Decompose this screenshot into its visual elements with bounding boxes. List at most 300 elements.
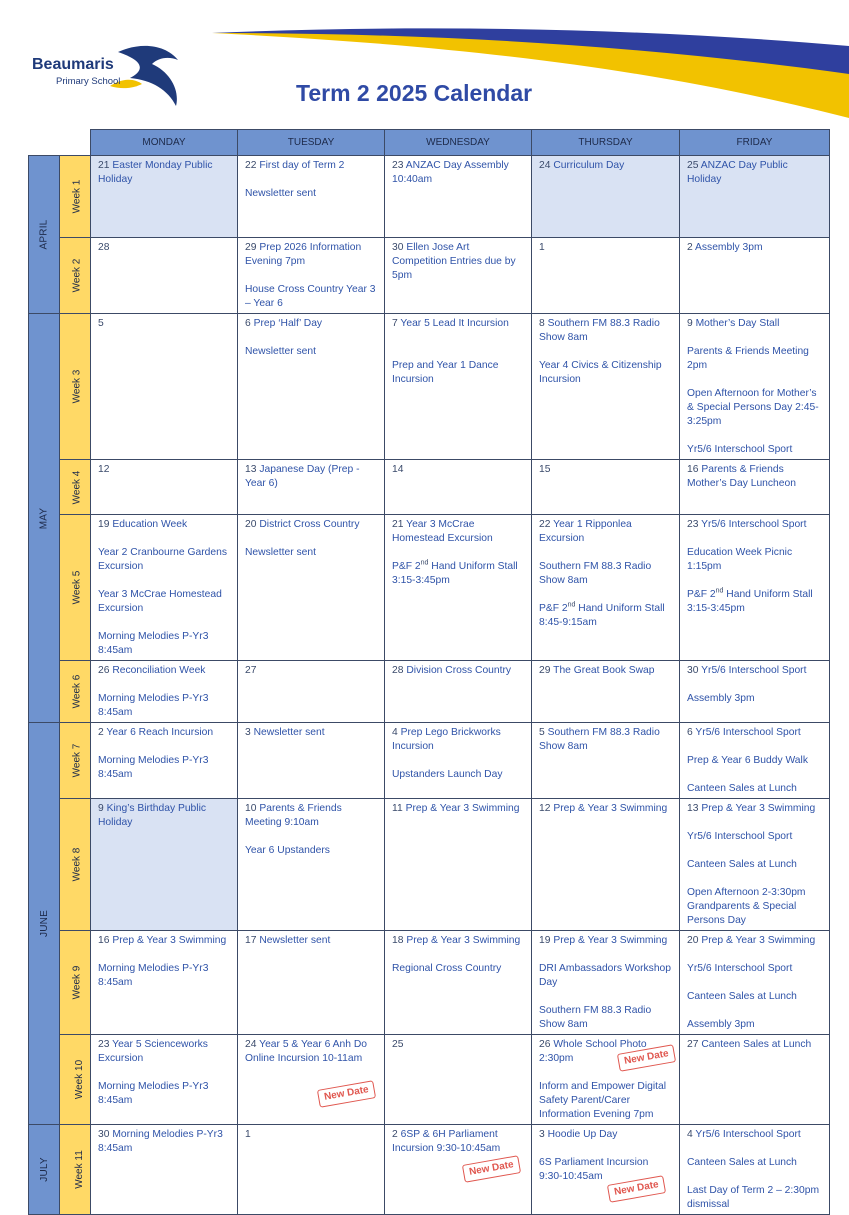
event-text: Assembly 3pm [687,1019,755,1030]
event-entry [687,443,823,457]
event-text: Newsletter sent [259,935,331,946]
date-number: 13 [687,803,699,814]
week-row [29,156,830,238]
day-cell [91,723,238,799]
week-text: Week 3 [71,369,83,404]
event-entry [98,692,231,720]
day-cell [680,238,830,314]
day-cell [91,799,238,931]
day-header: THURSDAY [532,130,680,156]
date-number: 16 [687,464,699,475]
event-text: Curriculum Day [553,160,625,171]
week-text: Week 5 [71,570,83,605]
event-entry [687,782,823,796]
week-text: Week 8 [71,847,83,882]
day-cell [532,931,680,1035]
event-entry [687,1018,823,1032]
event-entry [392,934,525,948]
entry-spacer [539,1142,673,1156]
day-cell [91,1125,238,1215]
new-date-stamp: New Date [462,1155,521,1183]
event-text: Newsletter sent [245,188,316,199]
date-number: 19 [98,519,110,530]
event-text: Hoodie Up Day [547,1129,618,1140]
event-text: Prep & Year 3 Swimming [701,935,816,946]
event-entry [539,802,673,816]
date-number: 25 [392,1039,404,1050]
day-cell [91,314,238,460]
event-text: Yr5/6 Interschool Sport [687,963,793,974]
event-entry [98,546,231,574]
week-label [60,799,91,931]
day-cell [532,156,680,238]
entry-spacer [539,546,673,560]
event-text: Year 3 McCrae Homestead Excursion [98,589,222,614]
event-text: Yr5/6 Interschool Sport [701,519,807,530]
date-number: 18 [392,935,404,946]
event-entry [539,664,673,678]
event-text: P&F 2 [539,603,568,614]
event-entry [98,630,231,658]
date-number: 22 [539,519,551,530]
entry-spacer [392,948,525,962]
entry-spacer [98,574,231,588]
entry-spacer [245,331,378,345]
event-text: Parents & Friends Mother’s Day Luncheon [687,464,796,489]
event-entry [245,463,378,491]
event-entry [539,726,673,754]
event-text: Division Cross Country [406,665,512,676]
event-text: Hand Uniform Stall 3:15-3:45pm [687,589,813,614]
date-number: 27 [245,665,257,676]
date-number: 21 [98,160,110,171]
date-number: 30 [392,242,404,253]
date-number: 15 [539,464,551,475]
event-entry [392,560,525,588]
event-text: Newsletter sent [253,727,325,738]
event-text: Prep & Year 3 Swimming [405,803,520,814]
day-cell [680,799,830,931]
event-text: Reconciliation Week [112,665,206,676]
day-cell [238,931,385,1035]
week-label [60,515,91,661]
school-name: Beaumaris [32,56,114,73]
week-row [29,723,830,799]
event-entry [687,990,823,1004]
event-entry [687,588,823,616]
event-entry [687,754,823,768]
event-entry [687,546,823,574]
event-text: Parents & Friends Meeting 9:10am [245,803,342,828]
week-label [60,1125,91,1215]
day-cell [680,723,830,799]
month-label [29,156,60,314]
week-label [60,238,91,314]
event-entry [245,283,378,311]
week-row [29,1035,830,1125]
day-header: MONDAY [91,130,238,156]
date-number: 23 [392,160,404,171]
event-entry [539,317,673,345]
event-text: DRI Ambassadors Workshop Day [539,963,672,988]
day-cell [532,1125,680,1215]
date-number: 9 [687,318,693,329]
event-text: Prep ‘Half’ Day [253,318,323,329]
week-label [60,931,91,1035]
event-text: Canteen Sales at Lunch [687,859,797,870]
event-text: Japanese Day (Prep - Year 6) [245,464,360,489]
event-text: The Great Book Swap [553,665,655,676]
event-entry [539,934,673,948]
week-text: Week 2 [71,258,83,293]
day-cell [91,661,238,723]
entry-spacer [687,948,823,962]
date-number: 6 [245,318,251,329]
event-entry [98,726,231,740]
date-number: 8 [539,318,545,329]
entry-spacer [392,331,525,345]
entry-spacer [539,345,673,359]
event-text: Canteen Sales at Lunch [701,1039,812,1050]
month-text: JULY [38,1157,50,1182]
event-entry [245,345,378,359]
event-entry [687,159,823,187]
new-date-stamp: New Date [617,1044,676,1072]
event-entry [392,802,525,816]
week-text: Week 11 [73,1150,85,1189]
week-row [29,460,830,515]
entry-spacer [687,740,823,754]
event-text: Prep & Year 3 Swimming [112,935,227,946]
event-entry [98,934,231,948]
date-number: 19 [539,935,551,946]
date-number: 29 [245,242,257,253]
day-cell [532,723,680,799]
event-entry [245,934,378,948]
date-number: 7 [392,318,398,329]
event-entry [392,664,525,678]
day-cell [532,799,680,931]
event-entry [687,317,823,331]
day-cell [680,1035,830,1125]
entry-spacer [392,345,525,359]
entry-spacer [98,1066,231,1080]
event-text: Easter Monday Public Holiday [98,160,213,185]
ordinal-suffix: nd [567,601,576,609]
event-entry [392,1128,525,1156]
entry-spacer [687,1004,823,1018]
event-entry [98,518,231,532]
event-text: Mother’s Day Stall [695,318,780,329]
event-text: 6S Parliament Incursion 9:30-10:45am [539,1157,649,1182]
event-entry [245,802,378,830]
event-entry [98,159,231,187]
week-text: Week 9 [71,965,83,1000]
week-row [29,661,830,723]
blank-corner [60,130,91,156]
event-text: Parents & Friends Meeting 2pm [687,346,809,371]
ordinal-suffix: nd [420,559,429,567]
event-text: Newsletter sent [245,346,316,357]
event-entry [687,1156,823,1170]
event-entry [245,844,378,858]
date-number: 20 [687,935,699,946]
event-text: District Cross Country [259,519,360,530]
event-entry [539,359,673,387]
event-entry [687,345,823,373]
event-text: Prep & Year 3 Swimming [701,803,816,814]
entry-spacer [98,678,231,692]
event-text: Prep & Year 3 Swimming [553,803,668,814]
event-text: Newsletter sent [245,547,316,558]
entry-spacer [687,844,823,858]
event-entry [687,1128,823,1142]
week-row [29,515,830,661]
event-entry [687,387,823,429]
event-text: Education Week Picnic 1:15pm [687,547,793,572]
event-text: Open Afternoon for Mother’s & Special Persons Day 2:45-3:25pm [687,388,819,427]
event-text: Hand Uniform Stall 8:45-9:15am [539,603,665,628]
event-entry [245,726,378,740]
entry-spacer [98,948,231,962]
day-cell [532,238,680,314]
entry-spacer [687,331,823,345]
day-cell [532,661,680,723]
entry-spacer [687,816,823,830]
event-entry [245,1038,378,1066]
event-text: Year 2 Cranbourne Gardens Excursion [98,547,227,572]
entry-spacer [98,532,231,546]
event-text: Ellen Jose Art Competition Entries due by 5pm [392,242,516,281]
entry-spacer [687,574,823,588]
event-text: Yr5/6 Interschool Sport [695,727,801,738]
event-entry [392,317,525,331]
event-entry [687,518,823,532]
day-header: FRIDAY [680,130,830,156]
day-cell [680,515,830,661]
event-entry [687,241,823,255]
event-text: Open Afternoon 2-3:30pm Grandparents & Special Persons Day [687,887,806,926]
event-text: Regional Cross Country [392,963,502,974]
event-entry [539,1080,673,1122]
date-number: 9 [98,803,104,814]
day-cell [91,238,238,314]
week-text: Week 1 [71,179,83,214]
event-text: Morning Melodies P-Yr3 8:45am [98,693,209,718]
entry-spacer [687,373,823,387]
date-number: 25 [687,160,699,171]
event-entry [392,726,525,754]
event-entry [98,962,231,990]
school-logo [30,42,200,112]
date-number: 26 [539,1039,551,1050]
date-number: 23 [687,519,699,530]
event-entry [687,962,823,976]
week-label [60,723,91,799]
event-entry [539,1004,673,1032]
event-text: Morning Melodies P-Yr3 8:45am [98,963,209,988]
entry-spacer [245,269,378,283]
event-text: Yr5/6 Interschool Sport [701,665,807,676]
event-text: Year 4 Civics & Citizenship Incursion [539,360,662,385]
event-text: Yr5/6 Interschool Sport [687,444,793,455]
event-text: Upstanders Launch Day [392,769,503,780]
date-number: 1 [539,242,545,253]
date-number: 6 [687,727,693,738]
day-cell [385,1125,532,1215]
event-text: Canteen Sales at Lunch [687,783,797,794]
date-number: 4 [392,727,398,738]
event-entry [245,159,378,173]
month-label [29,723,60,1125]
event-text: Canteen Sales at Lunch [687,1157,797,1168]
entry-spacer [687,678,823,692]
day-cell [385,1035,532,1125]
day-cell [238,1125,385,1215]
event-entry [687,802,823,816]
event-entry [539,602,673,630]
event-text: Yr5/6 Interschool Sport [687,831,793,842]
month-text: MAY [38,507,50,529]
entry-spacer [539,588,673,602]
month-text: APRIL [38,219,50,250]
event-entry [539,962,673,990]
entry-spacer [687,429,823,443]
event-text: ANZAC Day Public Holiday [687,160,788,185]
event-entry [98,1080,231,1108]
day-cell [238,156,385,238]
blank-corner [29,130,60,156]
day-cell [385,314,532,460]
date-number: 30 [98,1129,110,1140]
day-cell [238,460,385,515]
day-header-row [29,130,830,156]
ordinal-suffix: nd [715,587,724,595]
event-entry [245,518,378,532]
event-entry [98,1038,231,1066]
date-number: 23 [98,1039,110,1050]
date-number: 14 [392,464,404,475]
date-number: 20 [245,519,257,530]
day-cell [385,156,532,238]
event-entry [539,518,673,546]
week-label [60,156,91,238]
event-entry [245,317,378,331]
event-entry [392,359,525,387]
day-cell [238,515,385,661]
entry-spacer [245,532,378,546]
entry-spacer [687,1142,823,1156]
event-entry [392,962,525,976]
event-text: Hand Uniform Stall 3:15-3:45pm [392,561,518,586]
day-cell [532,1035,680,1125]
date-number: 5 [539,727,545,738]
event-entry [98,664,231,678]
event-entry [687,726,823,740]
week-text: Week 7 [71,743,83,778]
event-text: Year 5 Scienceworks Excursion [98,1039,208,1064]
week-label [60,314,91,460]
event-text: House Cross Country Year 3 – Year 6 [245,284,376,309]
event-text: Prep Lego Brickworks Incursion [392,727,501,752]
event-entry [245,546,378,560]
entry-spacer [539,1066,673,1080]
date-number: 28 [392,665,404,676]
page-title: Term 2 2025 Calendar [296,80,533,106]
date-number: 2 [687,242,693,253]
event-entry [245,241,378,269]
event-entry [392,518,525,546]
event-entry [687,664,823,678]
event-text: Morning Melodies P-Yr3 8:45am [98,631,209,656]
day-cell [385,460,532,515]
entry-spacer [245,830,378,844]
entry-spacer [392,546,525,560]
event-entry [687,886,823,928]
date-number: 11 [392,803,403,814]
event-text: Year 3 McCrae Homestead Excursion [392,519,493,544]
event-text: 6SP & 6H Parliament Incursion 9:30-10:45am [392,1129,501,1154]
event-entry [687,463,823,491]
event-text: P&F 2 [392,561,421,572]
day-cell [238,314,385,460]
week-row [29,799,830,931]
entry-spacer [245,173,378,187]
date-number: 4 [687,1129,693,1140]
day-cell [238,661,385,723]
event-entry [98,754,231,782]
date-number: 28 [98,242,110,253]
entry-spacer [98,740,231,754]
event-entry [245,187,378,201]
entry-spacer [687,872,823,886]
day-header: TUESDAY [238,130,385,156]
day-cell [91,1035,238,1125]
date-number: 10 [245,803,257,814]
date-number: 30 [687,665,699,676]
school-subtitle: Primary School [56,76,121,87]
entry-spacer [687,1170,823,1184]
event-entry [392,159,525,187]
entry-spacer [687,768,823,782]
event-entry [687,858,823,872]
event-text: Yr5/6 Interschool Sport [695,1129,801,1140]
event-text: Prep & Year 3 Swimming [553,935,668,946]
date-number: 27 [687,1039,699,1050]
event-entry [539,1128,673,1142]
date-number: 26 [98,665,110,676]
day-cell [238,723,385,799]
date-number: 1 [245,1129,251,1140]
date-number: 22 [245,160,257,171]
week-row [29,931,830,1035]
event-text: Prep and Year 1 Dance Incursion [392,360,499,385]
week-text: Week 4 [71,470,83,504]
day-cell [91,156,238,238]
event-text: Inform and Empower Digital Safety Parent/Carer Information Evening 7pm [539,1081,667,1120]
event-text: Year 5 Lead It Incursion [400,318,509,329]
entry-spacer [687,976,823,990]
event-text: Prep & Year 3 Swimming [406,935,521,946]
date-number: 12 [539,803,551,814]
date-number: 17 [245,935,257,946]
day-cell [91,515,238,661]
day-cell [385,238,532,314]
week-row [29,238,830,314]
event-text: Year 6 Reach Incursion [106,727,214,738]
entry-spacer [392,754,525,768]
date-number: 12 [98,464,110,475]
